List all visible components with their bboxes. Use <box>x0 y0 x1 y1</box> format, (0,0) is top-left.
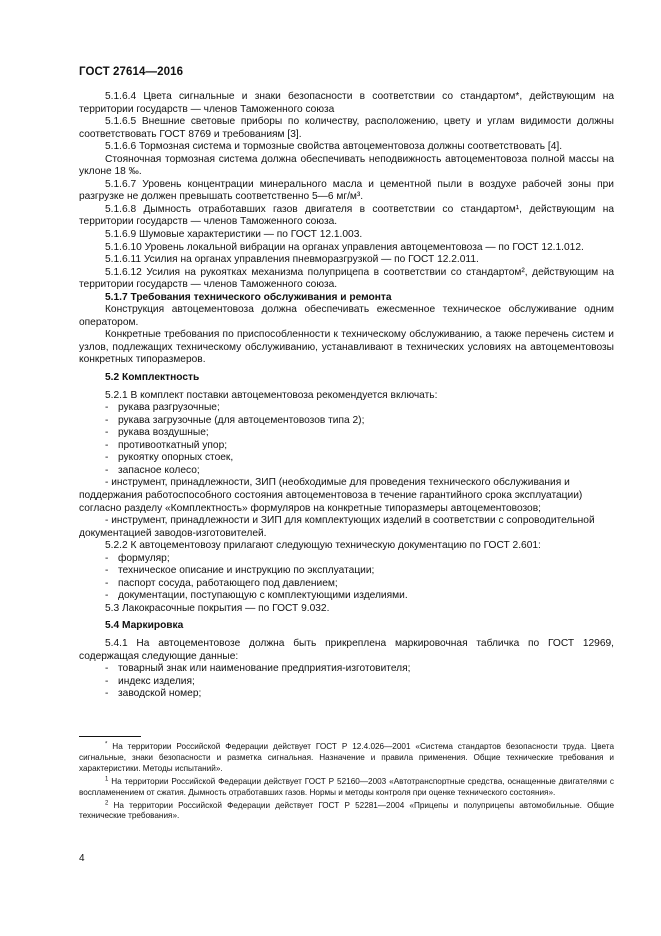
list-dash: - <box>105 477 112 489</box>
section-heading: 5.4 Маркировка <box>105 620 184 632</box>
list-item-text: заводской номер; <box>118 688 202 700</box>
paragraph: 5.1.6.12 Усилия на рукоятках механизма полуприцепа в соответствии со стандартом², действующим на территории государств — членов Таможенного союза. <box>79 266 614 291</box>
document-body <box>79 91 614 701</box>
page-number: 4 <box>79 853 85 864</box>
list-item <box>79 578 614 591</box>
list-item <box>79 515 614 540</box>
list-dash: - <box>105 577 109 589</box>
list-dash: - <box>105 688 109 700</box>
list-item-text: рукава разгрузочные; <box>118 402 220 414</box>
footnote-text: На территории Российской Федерации действует ГОСТ Р 52281—2004 «Прицепы и полуприцепы автомобильные. Общие технические требования». <box>79 800 614 821</box>
paragraph: 5.1.6.4 Цвета сигнальные и знаки безопасности в соответствии со стандартом*, действующим на территории государств — членов Таможенного союза <box>79 91 614 115</box>
page-header: ГОСТ 27614—2016 <box>79 66 184 78</box>
footnote-mark: * <box>105 741 108 748</box>
list-item <box>79 452 614 465</box>
list-dash: - <box>105 427 109 439</box>
list-item-text: индекс изделия; <box>118 675 195 687</box>
list-item-text: техническое описание и инструкцию по эксплуатации; <box>118 565 375 577</box>
paragraph: 5.1.6.10 Уровень локальной вибрации на органах управления автоцементовоза — по ГОСТ 12.1.012. <box>105 241 584 253</box>
paragraph: 5.1.6.8 Дымность отработавших газов двигателя в соответствии со стандартом¹, действующим на территории государств — членов Таможенного союза. <box>79 203 614 228</box>
paragraph: 5.2.2 К автоцементовозу прилагают следующую техническую документацию по ГОСТ 2.601: <box>105 540 541 552</box>
list-item <box>79 590 614 603</box>
footnote-mark: 1 <box>105 775 109 782</box>
list-item-text: рукава загрузочные (для автоцементовозов типа 2); <box>118 414 365 426</box>
list-item-text: формуляр; <box>118 552 170 564</box>
list-dash: - <box>105 675 109 687</box>
paragraph: 5.1.6.6 Тормозная система и тормозные свойства автоцементовоза должны соответствовать [4]. <box>105 141 563 153</box>
paragraph: 5.1.6.5 Внешние световые приборы по количеству, расположению, цвету и углам видимости должны соответствовать ГОСТ 8769 и требованиям [3]. <box>79 116 614 140</box>
paragraph: Конкретные требования по приспособленности к техническому обслуживанию, а также перечень систем и узлов, подлежащих техническому обслуживанию, устанавливают в технических условиях на автоцементовозы конкретных типоразмеров. <box>79 329 614 366</box>
list-item-text: товарный знак или наименование предприятия-изготовителя; <box>118 663 411 675</box>
footnote-separator <box>79 736 141 737</box>
list-item <box>79 427 614 440</box>
list-item <box>79 553 614 566</box>
footnote <box>79 801 614 823</box>
paragraph: Конструкция автоцементовоза должна обеспечивать ежесменное техническое обслуживание одним оператором. <box>79 304 614 328</box>
footnote <box>79 742 614 775</box>
list-item <box>79 465 614 478</box>
list-item <box>79 415 614 428</box>
list-item <box>79 688 614 701</box>
list-item-text: рукоятку опорных стоек, <box>118 452 234 464</box>
list-item <box>79 565 614 578</box>
list-item-text: противооткатный упор; <box>118 439 228 451</box>
list-dash: - <box>105 414 109 426</box>
list-dash: - <box>105 439 109 451</box>
list-dash: - <box>105 515 112 527</box>
footnotes <box>79 742 614 824</box>
footnote-mark: 2 <box>105 799 109 806</box>
paragraph: 5.3 Лакокрасочные покрытия — по ГОСТ 9.032. <box>105 602 330 614</box>
list-item-text: запасное колесо; <box>118 464 200 476</box>
list-item <box>79 402 614 415</box>
list-item <box>79 663 614 676</box>
list-dash: - <box>105 565 109 577</box>
paragraph: Стояночная тормозная система должна обеспечивать неподвижность автоцементовоза полной массы на уклоне 18 ‰. <box>79 153 614 178</box>
list-dash: - <box>105 464 109 476</box>
paragraph: 5.1.6.11 Усилия на органах управления пневморазгрузкой — по ГОСТ 12.2.011. <box>105 254 479 266</box>
footnote-text: На территории Российской Федерации действует ГОСТ Р 52160—2003 «Автотранспортные средства, оснащенные двигателями с воспламенением от сжатия. Дымность отработавших газов. Нормы и методы контроля при оценке технического состояния». <box>79 776 614 797</box>
paragraph: 5.4.1 На автоцементовозе должна быть прикреплена маркировочная табличка по ГОСТ 12969, содержащая следующие данные: <box>79 637 614 662</box>
list-dash: - <box>105 452 109 464</box>
section-heading: 5.2 Комплектность <box>105 372 200 384</box>
list-dash: - <box>105 663 109 675</box>
list-item-text: рукава воздушные; <box>118 427 209 439</box>
paragraph: 5.1.6.7 Уровень концентрации минерального масла и цементной пыли в воздухе рабочей зоны при разгрузке не должен превышать соответственно 5—6 мг/м³. <box>79 178 614 203</box>
footnote-text: На территории Российской Федерации действует ГОСТ Р 12.4.026—2001 «Система стандартов безопасности труда. Цвета сигнальные, знаки безопасности и разметка сигнальная. Назначение и правила применения. Общие технические требования и характеристики. Методы испытаний». <box>79 742 614 773</box>
list-item-text: инструмент, принадлежности и ЗИП для комплектующих изделий в соответствии с сопроводительной документацией заводов-изготовителей. <box>79 515 595 539</box>
list-item <box>79 676 614 689</box>
footnote <box>79 777 614 799</box>
list-item-text: паспорт сосуда, работающего под давлением; <box>118 577 338 589</box>
paragraph: 5.1.6.9 Шумовые характеристики — по ГОСТ 12.1.003. <box>105 229 363 241</box>
list-item-text: документации, поступающую с комплектующими изделиями. <box>118 590 408 602</box>
paragraph: 5.2.1 В комплект поставки автоцементовоза рекомендуется включать: <box>105 389 438 401</box>
list-item-text: инструмент, принадлежности, ЗИП (необходимые для проведения технического обслуживания и поддержания работоспособного состояния автоцементовоза в течение гарантийного срока эксплуатации) согласно разделу «Комплектность» формуляров на конкретные типоразмеры автоцементовозов; <box>79 477 583 514</box>
list-dash: - <box>105 590 109 602</box>
list-dash: - <box>105 402 109 414</box>
list-item <box>79 440 614 453</box>
list-dash: - <box>105 552 109 564</box>
list-item <box>79 477 614 515</box>
section-heading: 5.1.7 Требования технического обслуживания и ремонта <box>105 291 392 303</box>
